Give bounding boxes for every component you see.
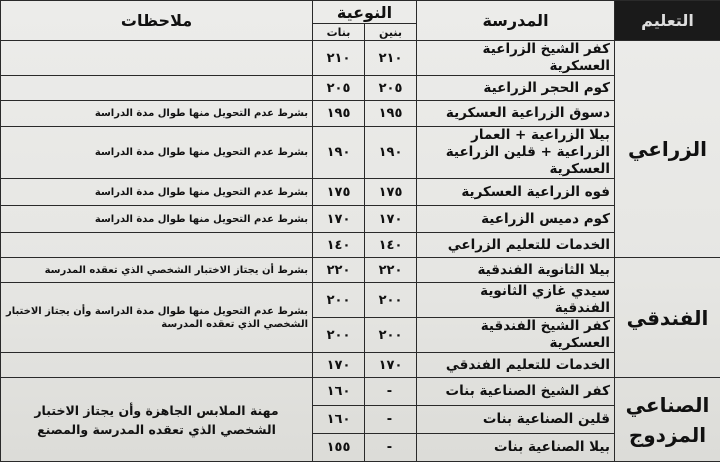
table-row [1,206,720,233]
table-row [1,41,720,76]
row-note: بشرط عدم التحويل منها طوال مدة الدراسة [1,179,313,206]
boys-score: ٢٠٠ [365,283,417,318]
table-row [1,258,720,283]
dual-note: مهنة الملابس الجاهزة وأن يجتاز الاختبار الشخصي الذي تعقده المدرسة والمصنع [1,378,313,462]
row-note: بشرط عدم التحويل منها طوال مدة الدراسة [1,101,313,127]
girls-score: ٢٢٠ [313,258,365,283]
school-name: كوم الحجر الزراعية [417,76,615,101]
row-note: بشرط أن يجتاز الاختبار الشخصي الذي تعقده المدرسة [1,258,313,283]
boys-score: - [365,434,417,462]
group-label-dual: الصناعي المزدوج [615,378,720,462]
table-row [1,378,720,406]
school-name: كفر الشيخ الفندقية العسكرية [417,318,615,353]
header-gender: النوعية [313,1,417,24]
header-boys: بنين [365,24,417,41]
school-name: كفر الشيخ الزراعية العسكرية [417,41,615,76]
school-name: الخدمات للتعليم الفندقي [417,353,615,378]
boys-score: ٢٠٠ [365,318,417,353]
girls-score: ١٩٠ [313,127,365,179]
girls-score: ١٧٥ [313,179,365,206]
boys-score: ٢١٠ [365,41,417,76]
boys-score: ١٩٥ [365,101,417,127]
table-row [1,233,720,258]
school-name: الخدمات للتعليم الزراعي [417,233,615,258]
group-label-hotel: الفندقي [615,258,720,378]
header-school: المدرسة [417,1,615,41]
boys-score: ١٩٠ [365,127,417,179]
school-name: بيلا الثانوية الفندقية [417,258,615,283]
table-row [1,353,720,378]
row-note [1,353,313,378]
row-note: بشرط عدم التحويل منها طوال مدة الدراسة [1,127,313,179]
boys-score: - [365,406,417,434]
header-girls: بنات [313,24,365,41]
row-note: بشرط عدم التحويل منها طوال مدة الدراسة وأن يجتاز الاختبار الشخصي الذي تعقده المدرسة [1,283,313,353]
school-name: كوم دميس الزراعية [417,206,615,233]
girls-score: ٢٠٠ [313,318,365,353]
girls-score: ١٧٠ [313,353,365,378]
school-name: بيلا الزراعية + العمار الزراعية + قلين الزراعية العسكرية [417,127,615,179]
girls-score: ٢١٠ [313,41,365,76]
group-label-agri: الزراعي [615,41,720,258]
boys-score: ١٧٠ [365,353,417,378]
boys-score: ٢٠٥ [365,76,417,101]
table-row [1,283,720,318]
girls-score: ٢٠٥ [313,76,365,101]
girls-score: ٢٠٠ [313,283,365,318]
row-note: بشرط عدم التحويل منها طوال مدة الدراسة [1,206,313,233]
boys-score: - [365,378,417,406]
school-name: بيلا الصناعية بنات [417,434,615,462]
girls-score: ١٦٠ [313,378,365,406]
row-note [1,76,313,101]
row-note [1,233,313,258]
school-name: قلين الصناعية بنات [417,406,615,434]
boys-score: ١٧٠ [365,206,417,233]
boys-score: ١٤٠ [365,233,417,258]
school-name: دسوق الزراعية العسكرية [417,101,615,127]
school-name: كفر الشيخ الصناعية بنات [417,378,615,406]
school-name: سيدي غازي الثانوية الفندقية [417,283,615,318]
table-row [1,101,720,127]
table-row [1,179,720,206]
row-note [1,41,313,76]
school-name: فوه الزراعية العسكرية [417,179,615,206]
girls-score: ١٥٥ [313,434,365,462]
girls-score: ١٧٠ [313,206,365,233]
boys-score: ١٧٥ [365,179,417,206]
girls-score: ١٦٠ [313,406,365,434]
header-notes: ملاحظات [1,1,313,41]
boys-score: ٢٢٠ [365,258,417,283]
girls-score: ١٤٠ [313,233,365,258]
table-row [1,76,720,101]
table-row [1,127,720,179]
header-type: التعليم [615,1,720,41]
girls-score: ١٩٥ [313,101,365,127]
